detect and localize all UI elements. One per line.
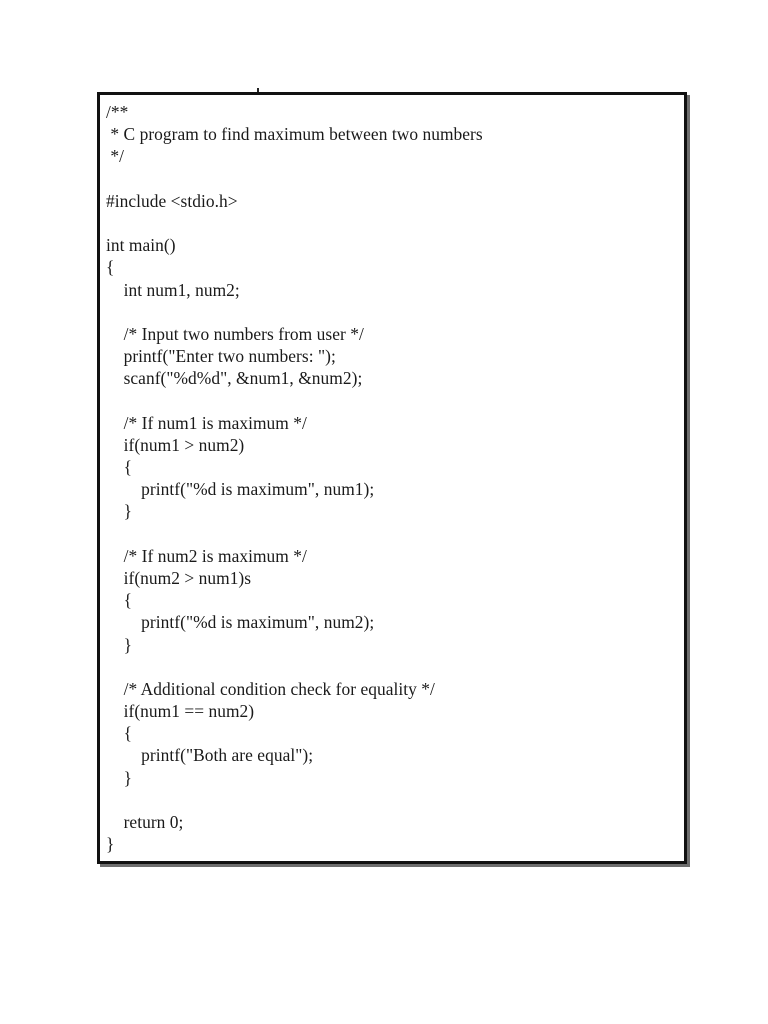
code-line: /* Input two numbers from user */	[106, 323, 364, 344]
code-line: /* If num2 is maximum */	[106, 545, 307, 566]
code-line: {	[106, 457, 132, 477]
code-line: }	[106, 834, 115, 855]
code-line: int num1, num2;	[106, 279, 240, 300]
code-line: printf("%d is maximum", num1);	[106, 479, 375, 500]
code-line-blank	[106, 523, 678, 545]
code-line-blank	[106, 301, 678, 323]
code-listing-box	[97, 92, 687, 864]
code-line: */	[106, 146, 125, 167]
code-line: if(num1 == num2)	[106, 701, 255, 722]
code-line-blank	[106, 212, 678, 234]
code-line: printf("Enter two numbers: ");	[106, 346, 336, 367]
code-line: /* If num1 is maximum */	[106, 412, 307, 433]
code-line: printf("Both are equal");	[106, 745, 314, 766]
code-line: }	[106, 767, 132, 788]
code-line: #include <stdio.h>	[106, 190, 238, 211]
code-line: {	[106, 590, 132, 611]
code-line: if(num1 > num2)	[106, 434, 245, 455]
code-line-blank	[106, 789, 678, 811]
code-line-blank	[106, 389, 678, 411]
code-listing	[106, 101, 678, 855]
code-line: int main()	[106, 235, 176, 256]
code-line: }	[106, 501, 132, 522]
code-line-blank	[106, 656, 678, 678]
code-line: * C program to find maximum between two numbers	[106, 124, 483, 145]
code-line: /* Additional condition check for equality */	[106, 678, 435, 699]
code-line: scanf("%d%d", &num1, &num2);	[106, 368, 363, 389]
code-line: return 0;	[106, 812, 184, 832]
code-line: printf("%d is maximum", num2);	[106, 612, 375, 633]
code-line: if(num2 > num1)s	[106, 567, 252, 588]
code-line: /**	[106, 102, 129, 122]
code-line-blank	[106, 168, 678, 190]
code-line: }	[106, 634, 132, 655]
code-line: {	[106, 257, 115, 278]
code-line: {	[106, 723, 132, 744]
